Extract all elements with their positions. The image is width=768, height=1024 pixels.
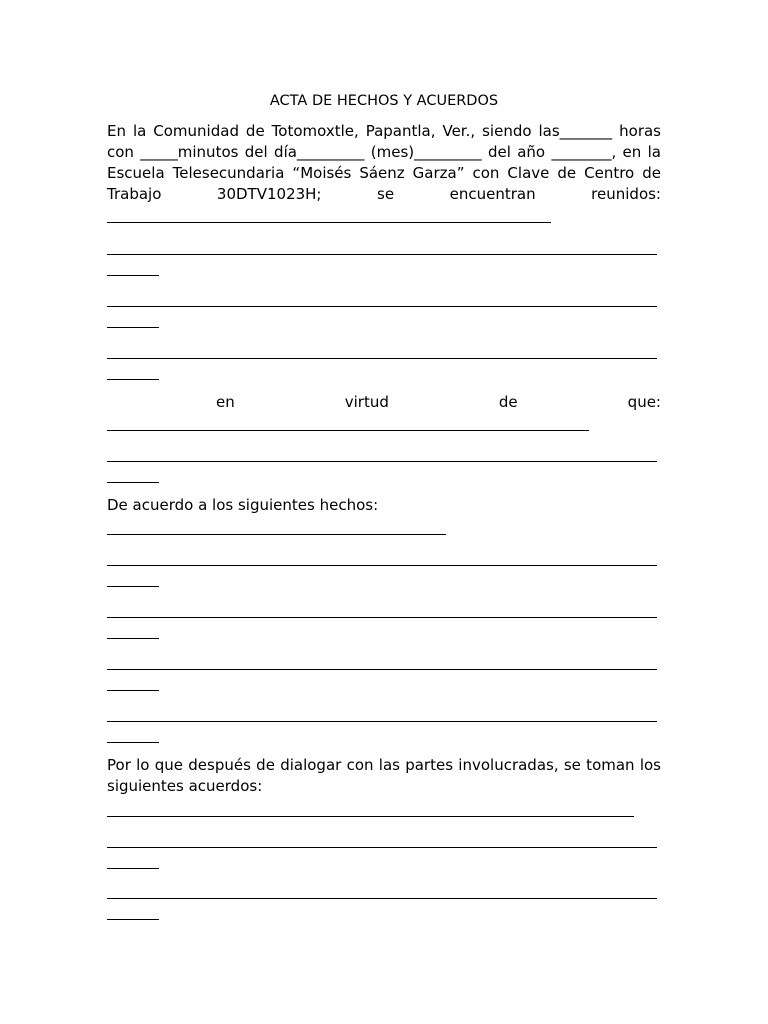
intro-paragraph: [107, 121, 661, 205]
virtud-word: virtud: [344, 393, 389, 411]
acuerdos-line-1: Por lo que después de dialogar con las partes involucradas, se toman los: [107, 756, 661, 774]
blank-line: [107, 461, 657, 462]
virtud-word: de: [498, 393, 518, 411]
blank-line-short: [107, 586, 159, 587]
blank-line: [107, 898, 657, 899]
blank-line-short: [107, 690, 159, 691]
blank-line-short: [107, 919, 159, 920]
intro-word: Trabajo: [107, 185, 162, 203]
intro-line-3: Escuela Telesecundaria “Moisés Sáenz Garza” con Clave de Centro de: [107, 164, 661, 182]
hechos-label: De acuerdo a los siguientes hechos:: [107, 496, 379, 514]
blank-line-short: [107, 482, 159, 483]
virtud-line: [107, 392, 661, 413]
document-title: ACTA DE HECHOS Y ACUERDOS: [269, 93, 499, 109]
blank-line-short: [107, 638, 159, 639]
intro-line-4: [107, 184, 661, 205]
virtud-word: en: [216, 393, 235, 411]
blank-line: [107, 430, 589, 431]
blank-line: [107, 721, 657, 722]
blank-line: [107, 669, 657, 670]
blank-line: [107, 254, 657, 255]
blank-line-short: [107, 275, 159, 276]
blank-line: [107, 847, 657, 848]
acuerdos-line-2: siguientes acuerdos:: [107, 777, 263, 795]
blank-line: [107, 306, 657, 307]
blank-line: [107, 617, 657, 618]
blank-line: [107, 534, 446, 535]
intro-line-1: En la Comunidad de Totomoxtle, Papantla, Ver., siendo las_______ horas: [107, 122, 661, 140]
acuerdos-paragraph: [107, 755, 661, 797]
blank-line: [107, 816, 634, 817]
intro-word: 30DTV1023H;: [216, 185, 322, 203]
blank-line-short: [107, 379, 159, 380]
blank-line: [107, 358, 657, 359]
virtud-word: que:: [627, 393, 661, 411]
blank-line: [107, 222, 551, 223]
intro-word: encuentran: [449, 185, 536, 203]
blank-line-short: [107, 742, 159, 743]
intro-word: se: [377, 185, 395, 203]
intro-word: reunidos:: [591, 185, 661, 203]
intro-line-2: con _____minutos del día_________ (mes)_________ del año ________, en la: [107, 143, 661, 161]
blank-line-short: [107, 327, 159, 328]
blank-line: [107, 565, 657, 566]
blank-line-short: [107, 868, 159, 869]
